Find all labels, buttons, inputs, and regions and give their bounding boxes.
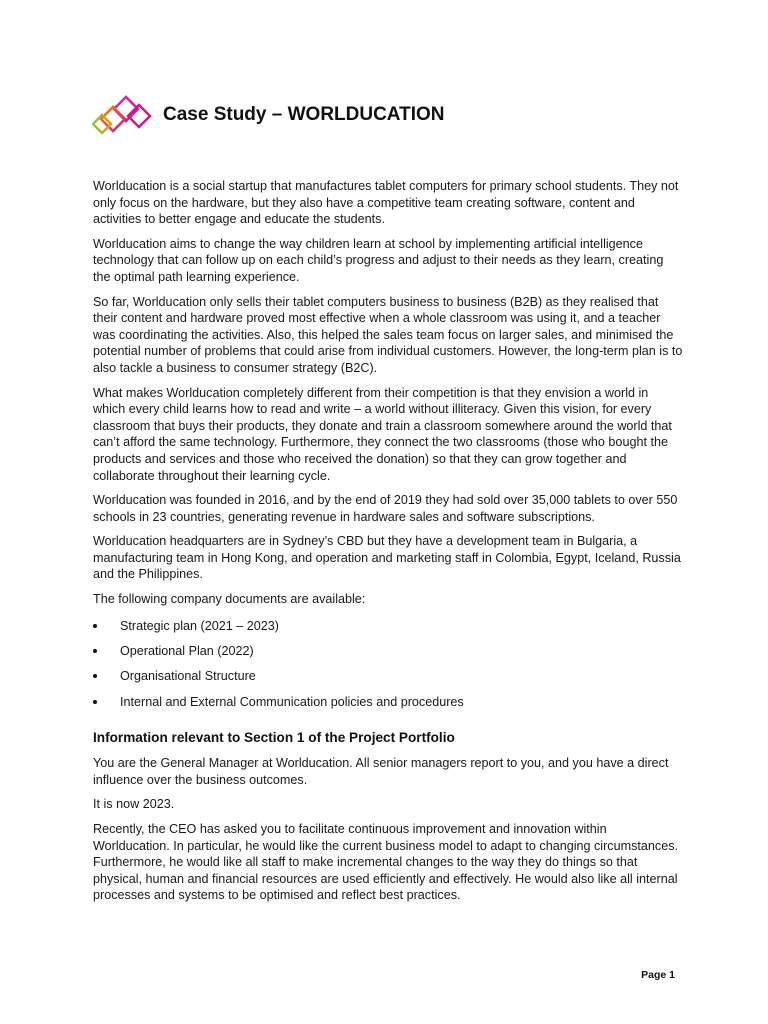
section-paragraph: You are the General Manager at Worlducation. All senior managers report to you, and you have a direct influence over the business outcomes. — [93, 756, 669, 787]
section-paragraph: It is now 2023. — [93, 797, 175, 812]
worlducation-logo-icon — [92, 95, 154, 137]
intro-paragraph: What makes Worlducation completely different from their competition is that they envision a world in which every child learns how to read and write – a world without illiteracy. Given this vision, for every classroom that buys their products, they donate and train a classroom somewhere around the world that can’t afford the same technology. Furthermore, they connect the two classrooms (those who bought the products and services and those who received the donation) so that they can grow together and collaborate throughout their learning cycle. — [93, 385, 672, 483]
list-item — [93, 618, 683, 635]
list-item — [93, 668, 683, 685]
bullet-icon — [93, 624, 97, 628]
bullet-icon — [93, 700, 97, 704]
documents-intro: The following company documents are available: — [93, 592, 366, 607]
list-item-label: Internal and External Communication policies and procedures — [120, 694, 464, 709]
list-item — [93, 643, 683, 660]
list-item-label: Organisational Structure — [120, 669, 256, 684]
intro-paragraph: Worlducation was founded in 2016, and by the end of 2019 they had sold over 35,000 tablets to over 550 schools in 23 countries, generating revenue in hardware sales and software subscriptions. — [93, 493, 678, 524]
intro-paragraph: Worlducation is a social startup that manufactures tablet computers for primary school students. They not only focus on the hardware, but they also have a competitive team creating software, content and activities to better engage and educate the students. — [93, 179, 679, 227]
section-heading: Information relevant to Section 1 of the Project Portfolio — [93, 729, 455, 745]
list-item — [93, 694, 683, 711]
page-number: Page 1 — [641, 969, 675, 981]
intro-paragraph: Worlducation headquarters are in Sydney’s CBD but they have a development team in Bulgaria, a manufacturing team in Hong Kong, and operation and marketing staff in Colombia, Egypt, Iceland, Russia and the Philippines. — [93, 534, 681, 582]
bullet-icon — [93, 649, 97, 653]
list-item-label: Strategic plan (2021 – 2023) — [120, 618, 279, 633]
list-item-label: Operational Plan (2022) — [120, 643, 254, 658]
section-paragraph: Recently, the CEO has asked you to facilitate continuous improvement and innovation within Worlducation. In particular, he would like the current business model to adapt to changing circumstances. Furthermore, he would like all staff to make incremental changes to the way they do things so that physical, human and financial resources are used efficiently and effectively. He would also like all internal processes and systems to be optimised and reflect best practices. — [93, 821, 678, 903]
documents-list — [93, 618, 683, 711]
case-study-body — [93, 178, 683, 912]
page-title: Case Study – WORLDUCATION — [163, 104, 445, 125]
intro-paragraph: So far, Worlducation only sells their tablet computers business to business (B2B) as they realised that their content and hardware proved most effective when a whole classroom was using it, and a teacher was coordinating the activities. Also, this helped the sales team focus on larger sales, and minimised the potential number of problems that could arise from individual customers. However, the long-term plan is to also tackle a business to consumer strategy (B2C). — [93, 294, 683, 375]
intro-paragraph: Worlducation aims to change the way children learn at school by implementing artificial intelligence technology that can follow up on each child’s progress and adjust to their needs as they learn, creating the optimal path learning experience. — [93, 236, 664, 284]
bullet-icon — [93, 674, 97, 678]
